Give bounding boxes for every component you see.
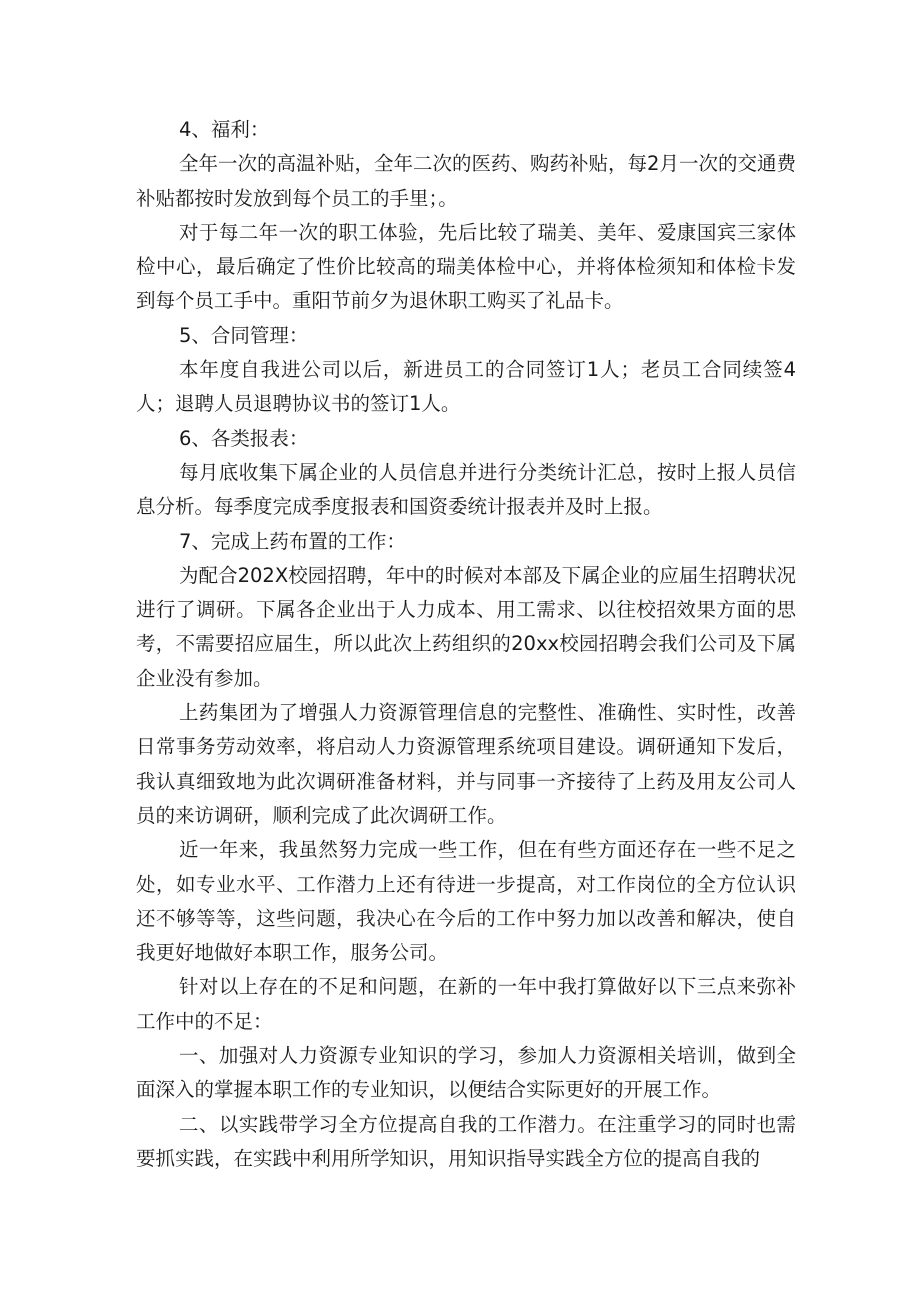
section-heading-welfare: 4、福利： [179, 118, 270, 141]
document-body [136, 113, 796, 1176]
paragraph-hr-system: 上药集团为了增强人力资源管理信息的完整性、准确性、实时性，改善日常事务劳动效率，将启动人力资源管理系统项目建设。调研通知下发后，我认真细致地为此次调研准备材料，并与同事一齐接待了上药及用友公司人员的来访调研，顺利完成了此次调研工作。 [136, 701, 796, 827]
paragraph-health-check: 对于每二年一次的职工体验，先后比较了瑞美、美年、爱康国宾三家体检中心，最后确定了性价比较高的瑞美体检中心，并将体检须知和体检卡发到每个员工手中。重阳节前夕为退休职工购买了礼品卡。 [136, 220, 796, 313]
paragraph-subsidies: 全年一次的高温补贴，全年二次的医药、购药补贴，每2月一次的交通费补贴都按时发放到每个员工的手里；。 [136, 152, 796, 210]
paragraph-reports: 每月底收集下属企业的人员信息并进行分类统计汇总，按时上报人员信息分析。每季度完成季度报表和国资委统计报表并及时上报。 [136, 460, 796, 519]
paragraph-improvement-two: 二、以实践带学习全方位提高自我的工作潜力。在注重学习的同时也需要抓实践，在实践中利用所学知识，用知识指导实践全方位的提高自我的 [136, 1112, 796, 1170]
section-heading-contract: 5、合同管理： [179, 323, 309, 347]
paragraph-improvement-intro: 针对以上存在的不足和问题，在新的一年中我打算做好以下三点来弥补工作中的不足： [136, 975, 796, 1033]
paragraph-shortcomings: 近一年来，我虽然努力完成一些工作，但在有些方面还存在一些不足之处，如专业水平、工作潜力上还有待进一步提高，对工作岗位的全方位认识还不够等等，这些问题，我决心在今后的工作中努力加以改善和解决，使自我更好地做好本职工作，服务公司。 [136, 838, 796, 965]
section-heading-tasks: 7、完成上药布置的工作： [179, 529, 406, 553]
paragraph-improvement-one: 一、加强对人力资源专业知识的学习，参加人力资源相关培训，做到全面深入的掌握本职工作的专业知识，以便结合实际更好的开展工作。 [136, 1044, 796, 1102]
section-heading-reports: 6、各类报表： [179, 426, 309, 450]
paragraph-campus-recruitment: 为配合202X校园招聘，年中的时候对本部及下属企业的应届生招聘状况进行了调研。下属各企业出于人力成本、用工需求、以往校招效果方面的思考，不需要招应届生，所以此次上药组织的20xx校园招聘会我们公司及下属企业没有参加。 [136, 563, 796, 690]
paragraph-contract: 本年度自我进公司以后，新进员工的合同签订1人；老员工合同续签4人；退聘人员退聘协议书的签订1人。 [136, 358, 796, 416]
